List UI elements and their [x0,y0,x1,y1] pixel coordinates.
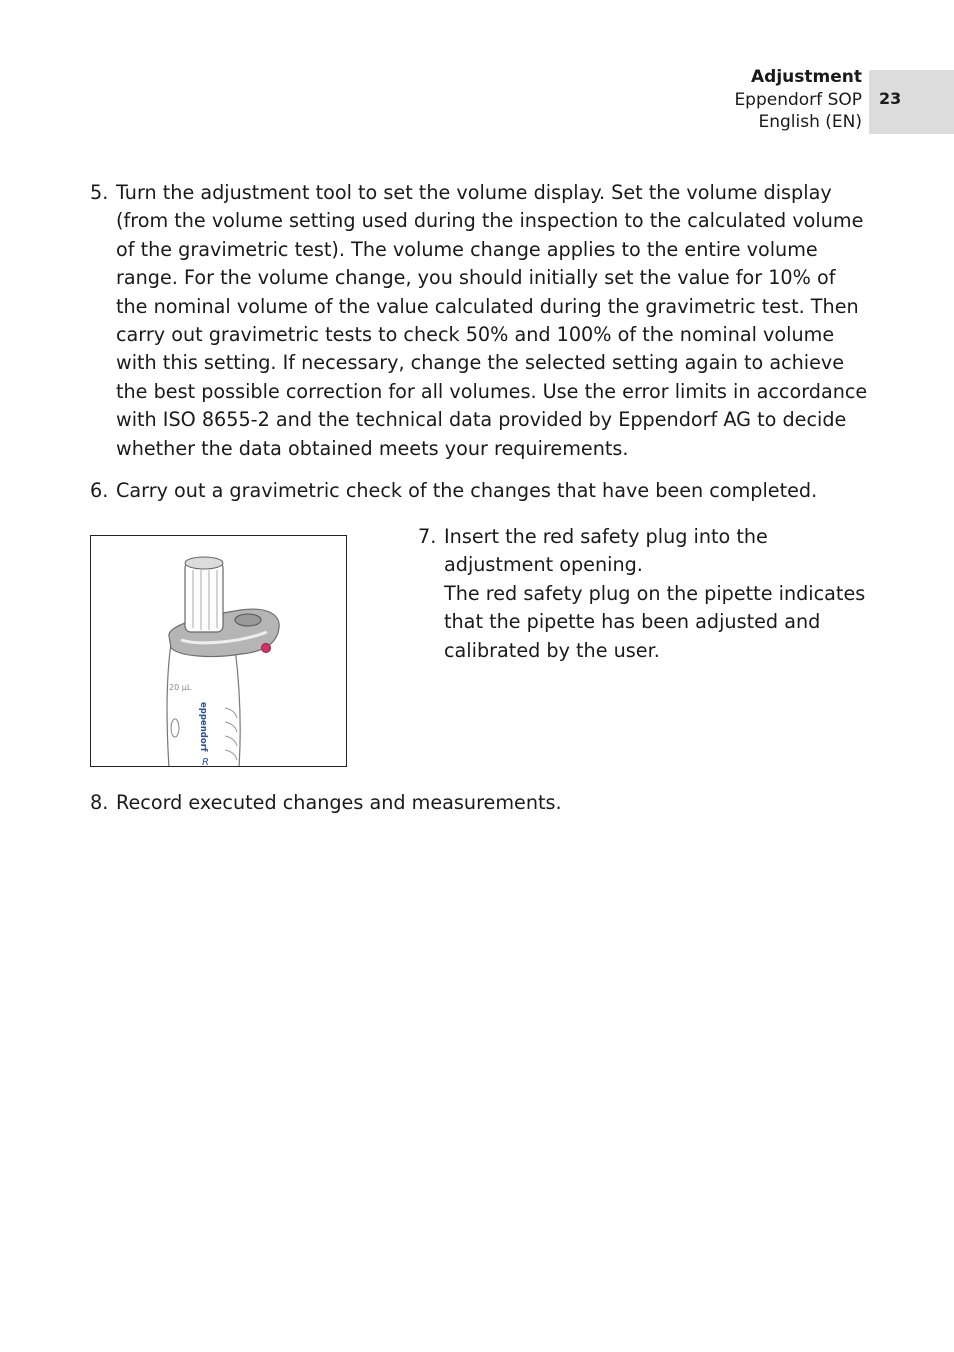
step-number: 6. [90,479,109,502]
list-item-step-5 [90,179,870,463]
document-language: English (EN) [758,112,862,132]
step-text: Carry out a gravimetric check of the changes that have been completed. [116,479,818,502]
header-text-block [734,66,862,134]
step-text: Insert the red safety plug into the adjustment opening. [444,525,768,577]
step-number: 5. [90,181,109,204]
document-title: Eppendorf SOP [734,89,862,110]
step-text: Turn the adjustment tool to set the volume display. Set the volume display (from the volume setting used during the inspection to the calculated volume of the gravimetric test). The volume change applies to the entire volume range. For the volume change, you should initially set the value for 10% of the nominal volume of the value calculated during the gravimetric test. Then carry out gravimetric tests to check 50% and 100% of the nominal volume with this setting. If necessary, change the selected setting again to achieve the best possible correction for all volumes. Use the error limits in accordance with ISO 8655-2 and the technical data provided by Eppendorf AG to decide whether the data obtained meets your requirements. [116,181,868,460]
step-text: Record executed changes and measurements. [116,791,562,814]
red-safety-plug-icon [262,644,271,653]
list-item-step-8 [90,789,870,817]
page-number-tab [869,70,954,134]
page-number: 23 [879,89,902,108]
step-number: 7. [418,525,437,548]
list-item-step-6 [90,477,870,505]
brand-label: eppendorf [198,702,208,752]
pipette-illustration [90,535,347,767]
adjustment-opening [235,614,261,626]
series-letter: R [202,757,209,768]
section-title: Adjustment [751,67,862,87]
step-note: The red safety plug on the pipette indicates that the pipette has been adjusted and calibrated by the user. [444,581,866,662]
step-number: 8. [90,791,109,814]
list-item-step-7 [418,523,868,665]
volume-label: 20 µL [169,683,192,692]
